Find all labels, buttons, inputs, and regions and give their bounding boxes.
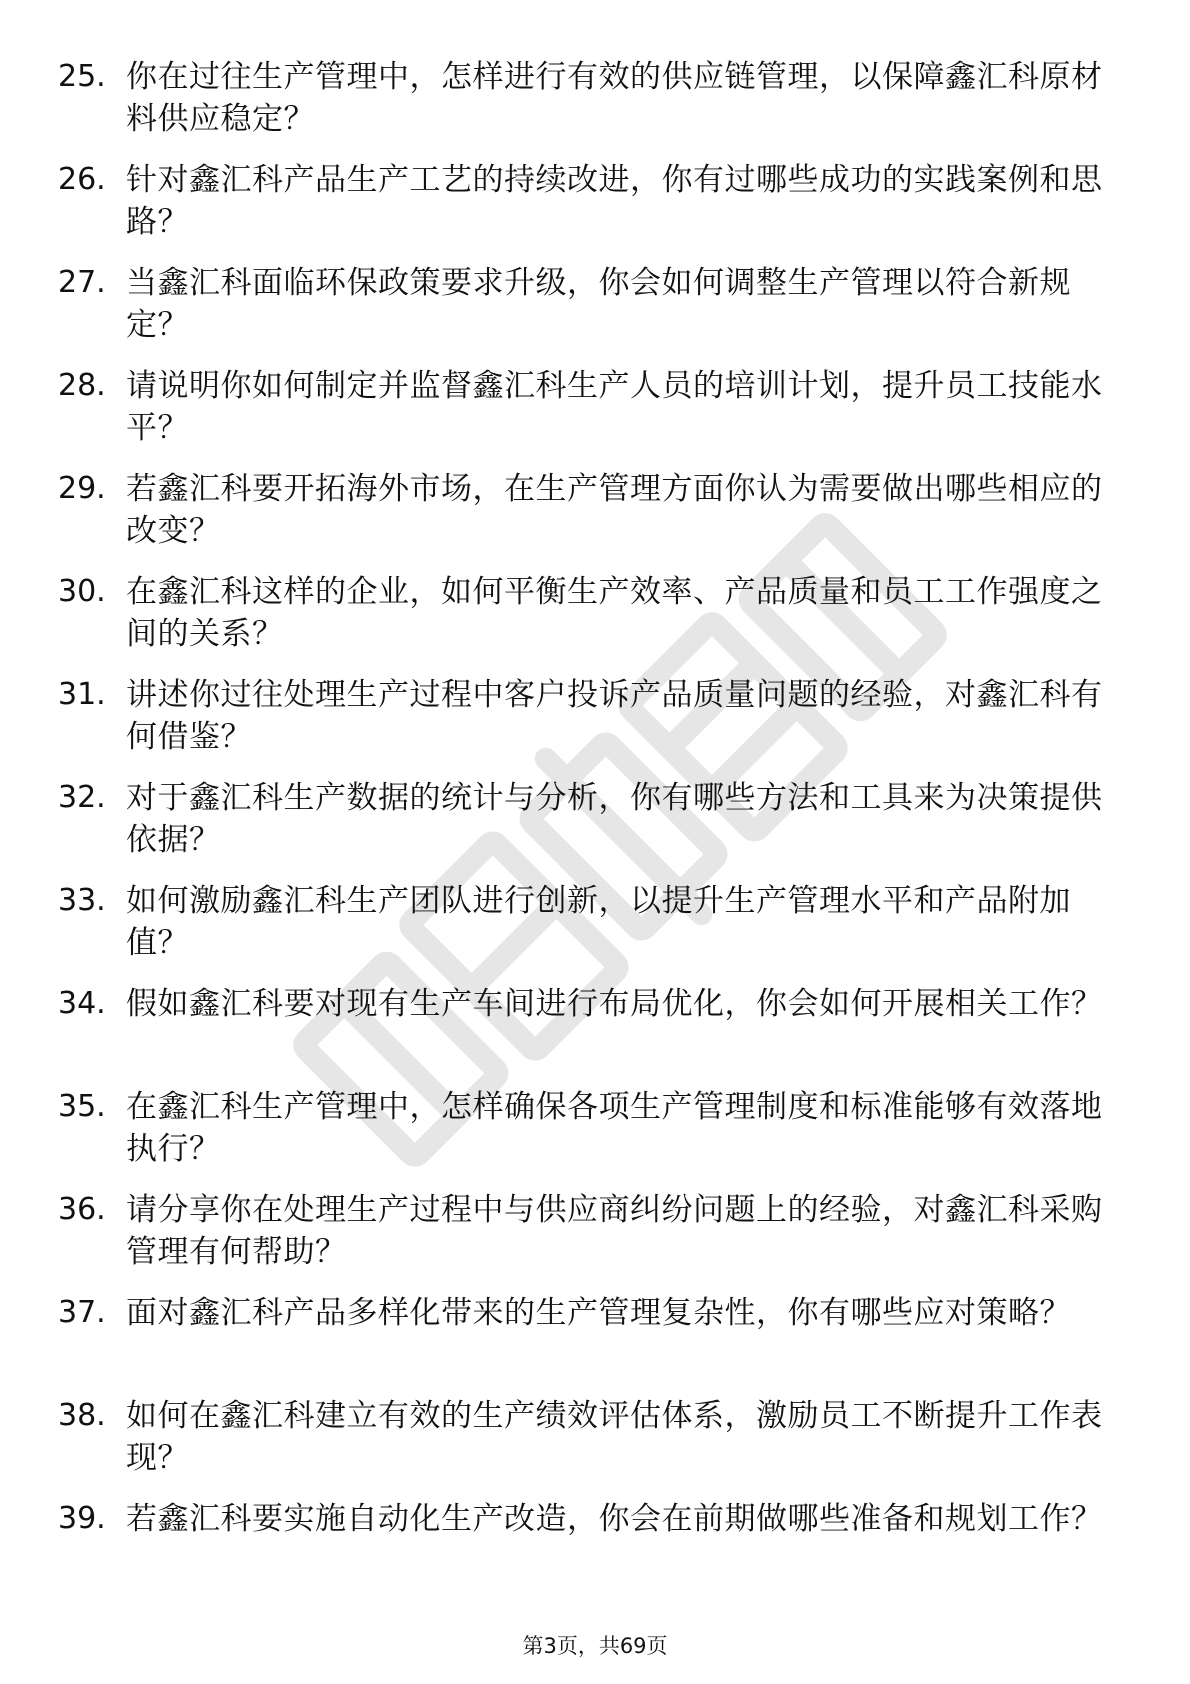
question-text: 若鑫汇科要开拓海外市场，在生产管理方面你认为需要做出哪些相应的改变？ [126,471,1103,549]
list-item [58,1086,1118,1189]
question-number: 29. [58,471,106,506]
question-text: 请分享你在处理生产过程中与供应商纠纷问题上的经验，对鑫汇科采购管理有何帮助？ [126,1192,1103,1270]
question-text: 对于鑫汇科生产数据的统计与分析，你有哪些方法和工具来为决策提供依据？ [126,780,1103,858]
question-text: 当鑫汇科面临环保政策要求升级，你会如何调整生产管理以符合新规定？ [126,265,1071,343]
question-number: 32. [58,780,106,815]
question-number: 34. [58,986,106,1021]
question-number: 30. [58,574,106,609]
list-item [58,1498,1118,1601]
question-number: 37. [58,1295,106,1330]
question-number: 36. [58,1192,106,1227]
question-number: 31. [58,677,106,712]
question-text: 在鑫汇科这样的企业，如何平衡生产效率、产品质量和员工工作强度之间的关系？ [126,574,1103,652]
question-text: 针对鑫汇科产品生产工艺的持续改进，你有过哪些成功的实践案例和思路？ [126,162,1103,240]
question-text: 若鑫汇科要实施自动化生产改造，你会在前期做哪些准备和规划工作？ [126,1501,1103,1537]
page-footer: 第3页，共69页 [522,1634,668,1658]
list-item [58,674,1118,777]
list-item [58,365,1118,468]
list-item [58,880,1118,983]
question-number: 33. [58,883,106,918]
question-text: 请说明你如何制定并监督鑫汇科生产人员的培训计划，提升员工技能水平？ [126,368,1103,446]
question-number: 35. [58,1089,106,1124]
question-number: 28. [58,368,106,403]
question-text: 讲述你过往处理生产过程中客户投诉产品质量问题的经验，对鑫汇科有何借鉴？ [126,677,1103,755]
list-item [58,983,1118,1086]
question-text: 如何在鑫汇科建立有效的生产绩效评估体系，激励员工不断提升工作表现？ [126,1398,1103,1476]
list-item [58,468,1118,571]
question-number: 25. [58,59,106,94]
question-number: 38. [58,1398,106,1433]
question-list [58,56,1118,1601]
list-item [58,56,1118,159]
question-text: 假如鑫汇科要对现有生产车间进行布局优化，你会如何开展相关工作？ [126,986,1103,1022]
list-item [58,571,1118,674]
list-item [58,1189,1118,1292]
list-item [58,1292,1118,1395]
list-item [58,1395,1118,1498]
question-text: 面对鑫汇科产品多样化带来的生产管理复杂性，你有哪些应对策略？ [126,1295,1071,1331]
list-item [58,777,1118,880]
question-number: 39. [58,1501,106,1536]
question-text: 你在过往生产管理中，怎样进行有效的供应链管理，以保障鑫汇科原材料供应稳定？ [126,59,1103,137]
question-number: 26. [58,162,106,197]
question-number: 27. [58,265,106,300]
list-item [58,262,1118,365]
list-item [58,159,1118,262]
question-text: 如何激励鑫汇科生产团队进行创新，以提升生产管理水平和产品附加值？ [126,883,1071,961]
question-text: 在鑫汇科生产管理中，怎样确保各项生产管理制度和标准能够有效落地执行？ [126,1089,1103,1167]
